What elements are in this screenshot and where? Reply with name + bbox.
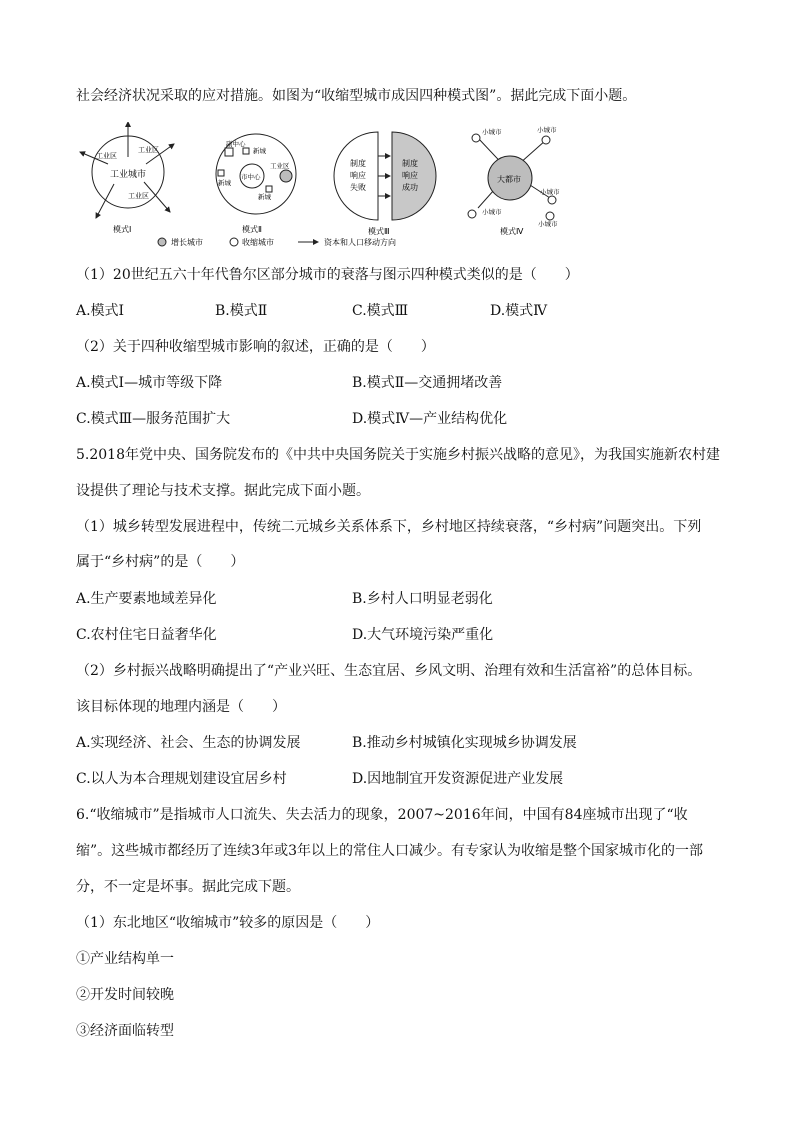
model-4-small-3: 小城市: [482, 208, 502, 216]
legend-flow: 资本和人口移动方向: [324, 238, 396, 247]
legend-grow: 增长城市: [171, 238, 203, 247]
model-3-left-2: 响应: [350, 171, 366, 180]
q5-2-stem-line-2: 该目标体现的地理内涵是（ ）: [76, 699, 286, 715]
q6-1-item-2: ②开发时间较晚: [76, 987, 174, 1003]
q6-1-item-1: ①产业结构单一: [76, 951, 174, 967]
q4-2-option-d[interactable]: D.模式Ⅳ—产业结构优化: [352, 411, 508, 427]
q6-1-item-3: ③经济面临转型: [76, 1023, 174, 1039]
model-2-newtown-3: 新城: [258, 193, 271, 201]
q4-2-option-a[interactable]: A.模式Ⅰ—城市等级下降: [76, 375, 223, 391]
model-3-right-2: 响应: [402, 171, 418, 180]
q4-1-stem: （1）20世纪五六十年代鲁尔区部分城市的衰落与图示四种模式类似的是（ ）: [76, 267, 579, 283]
q5-1-option-c[interactable]: C.农村住宅日益奢华化: [76, 627, 217, 643]
q5-1-option-d[interactable]: D.大气环境污染严重化: [352, 627, 494, 643]
q5-2-option-b[interactable]: B.推动乡村城镇化实现城乡协调发展: [352, 735, 577, 751]
q5-1-option-a[interactable]: A.生产要素地域差异化: [76, 591, 217, 607]
q5-2-stem-line-1: （2）乡村振兴战略明确提出了“产业兴旺、生态宜居、乡风文明、治理有效和生活富裕”的总体目标。: [76, 663, 702, 679]
model-4-label: 模式Ⅳ: [500, 227, 524, 236]
model-3-right-1: 制度: [402, 159, 418, 168]
model-2-newtown-2: 新城: [218, 179, 231, 187]
q4-1-option-a[interactable]: A.模式Ⅰ: [76, 303, 125, 319]
model-4-center: 大都市: [497, 175, 521, 184]
model-1-zone-2: 工业区: [138, 146, 159, 154]
q5-2-option-c[interactable]: C.以人为本合理规划建设宜居乡村: [76, 771, 287, 787]
model-1-zone-3: 工业区: [128, 192, 149, 200]
model-2-zone: 工业区: [270, 162, 290, 170]
q4-2-option-b[interactable]: B.模式Ⅱ—交通拥堵改善: [352, 375, 503, 391]
q6-intro-line-3: 分，不一定是坏事。据此完成下题。: [76, 879, 300, 895]
intro-text: 社会经济状况采取的应对措施。如图为“收缩型城市成因四种模式图”。据此完成下面小题。: [76, 88, 637, 104]
model-2-diagram: [216, 134, 296, 234]
q5-1-stem-line-1: （1）城乡转型发展进程中，传统二元城乡关系体系下，乡村地区持续衰落，“乡村病”问题突出。下列: [76, 519, 702, 535]
model-2-newtown-1: 新城: [253, 147, 266, 155]
q5-1-stem-line-2: 属于“乡村病”的是（ ）: [76, 554, 245, 570]
model-1-diagram: [80, 122, 174, 234]
shrinking-city-model-figure: [78, 122, 638, 252]
q6-intro-line-2: 缩”。这些城市都经历了连续3年或3年以上的常住人口减少。有专家认为收缩是整个国家城市化的一部: [76, 843, 703, 859]
q4-2-option-c[interactable]: C.模式Ⅲ—服务范围扩大: [76, 411, 231, 427]
model-1-center: 工业城市: [110, 170, 147, 180]
q6-intro-line-1: 6.“收缩城市”是指城市人口流失、失去活力的现象，2007~2016年间，中国有84座城市出现了“收: [76, 807, 688, 823]
q4-2-stem: （2）关于四种收缩型城市影响的叙述，正确的是（ ）: [76, 339, 435, 355]
model-3-label: 模式Ⅲ: [368, 227, 390, 236]
model-1-label: 模式Ⅰ: [113, 225, 132, 234]
model-3-left-1: 制度: [350, 159, 366, 168]
q5-intro-line-2: 设提供了理论与技术支撑。据此完成下面小题。: [76, 483, 370, 499]
model-3-diagram: [334, 132, 436, 236]
q5-1-option-b[interactable]: B.乡村人口明显老弱化: [352, 591, 493, 607]
model-4-diagram: [468, 125, 560, 236]
q4-1-option-b[interactable]: B.模式Ⅱ: [215, 303, 268, 319]
model-4-small-2: 小城市: [537, 126, 557, 134]
q5-2-option-d[interactable]: D.因地制宜开发资源促进产业发展: [352, 771, 564, 787]
model-4-small-5: 小城市: [538, 220, 558, 228]
model-1-zone-1: 工业区: [96, 152, 117, 160]
model-2-subcenter: 副中心: [226, 140, 246, 148]
model-2-center: 市中心: [241, 173, 261, 181]
legend-shrink: 收缩城市: [242, 238, 274, 247]
model-3-left-3: 失败: [350, 183, 366, 192]
model-4-small-1: 小城市: [482, 128, 502, 136]
q6-1-stem: （1）东北地区“收缩城市”较多的原因是（ ）: [76, 915, 380, 931]
q5-2-option-a[interactable]: A.实现经济、社会、生态的协调发展: [76, 735, 301, 751]
q4-1-option-d[interactable]: D.模式Ⅳ: [490, 303, 548, 319]
q5-intro-line-1: 5.2018年党中央、国务院发布的《中共中央国务院关于实施乡村振兴战略的意见》，为我国实施新农村建: [76, 447, 720, 463]
model-4-small-4: 小城市: [540, 188, 560, 196]
model-2-label: 模式Ⅱ: [242, 225, 262, 234]
figure-legend: [158, 237, 396, 247]
q4-1-option-c[interactable]: C.模式Ⅲ: [352, 303, 409, 319]
model-3-right-3: 成功: [402, 183, 418, 192]
